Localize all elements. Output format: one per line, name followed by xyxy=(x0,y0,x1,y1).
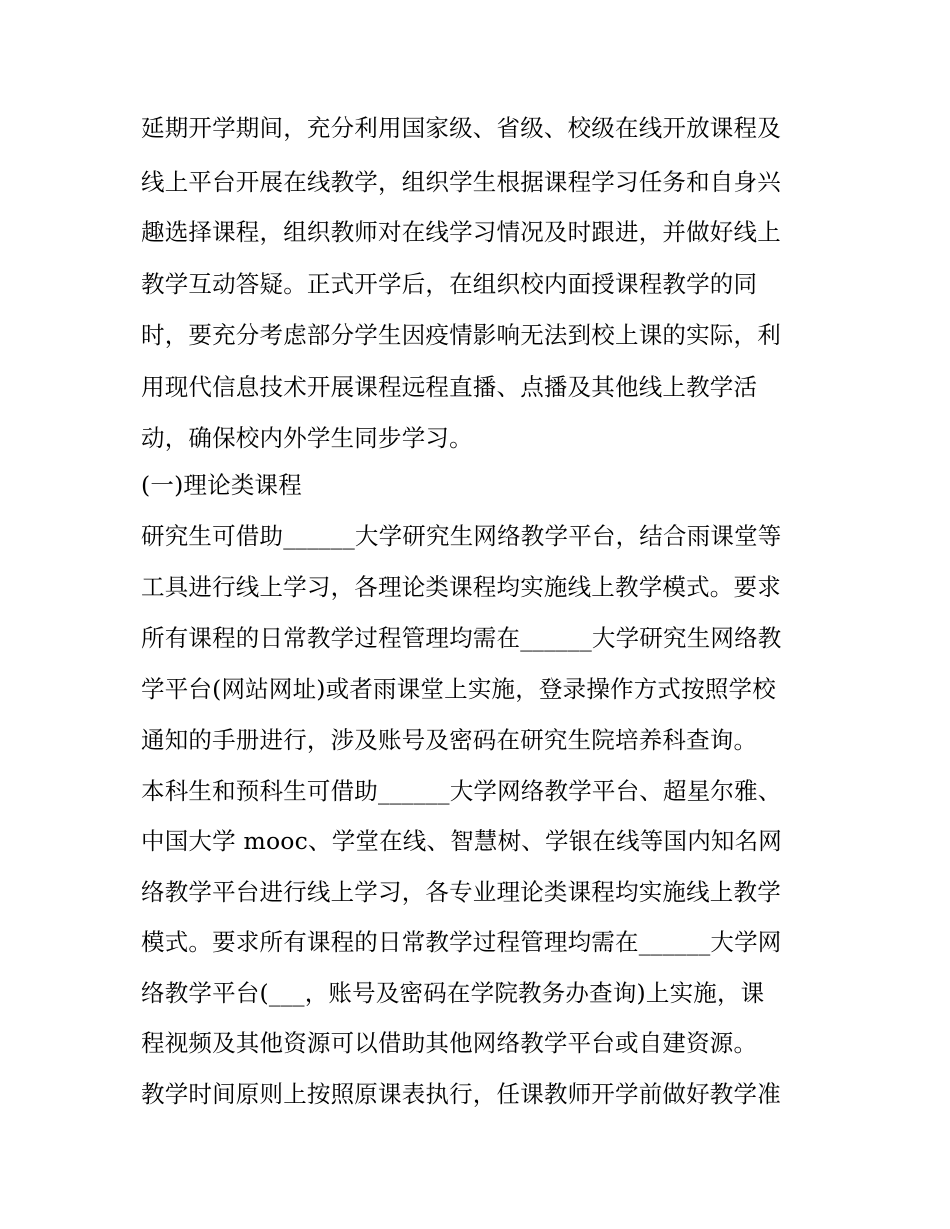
text-line: 本科生和预科生可借助______大学网络教学平台、超星尔雅、 xyxy=(141,777,782,805)
text-line: 趣选择课程，组织教师对在线学习情况及时跟进，并做好线上 xyxy=(141,218,781,246)
text-line: 工具进行线上学习，各理论类课程均实施线上教学模式。要求 xyxy=(141,573,781,601)
text-line: 动，确保校内外学生同步学习。 xyxy=(141,424,473,452)
text-line: 教学时间原则上按照原课表执行，任课教师开学前做好教学准 xyxy=(141,1080,781,1108)
text-line: 延期开学期间，充分利用国家级、省级、校级在线开放课程及 xyxy=(141,114,781,142)
text-line: 程视频及其他资源可以借助其他网络教学平台或自建资源。 xyxy=(141,1029,758,1057)
text-line: 时，要充分考虑部分学生因疫情影响无法到校上课的实际，利 xyxy=(141,321,781,349)
text-line: 研究生可借助______大学研究生网络教学平台，结合雨课堂等 xyxy=(141,522,782,550)
text-line: 用现代信息技术开展课程远程直播、点播及其他线上教学活 xyxy=(141,373,758,401)
text-line: 线上平台开展在线教学，组织学生根据课程学习任务和自身兴 xyxy=(141,168,781,196)
section-heading: (一)理论类课程 xyxy=(141,471,302,499)
text-line: 络教学平台进行线上学习，各专业理论类课程均实施线上教学 xyxy=(141,878,781,906)
text-line: 学平台(网站网址)或者雨课堂上实施，登录操作方式按照学校 xyxy=(141,675,776,703)
text-line: 络教学平台(___，账号及密码在学院教务办查询)上实施，课 xyxy=(141,979,765,1007)
text-line: 模式。要求所有课程的日常教学过程管理均需在______大学网 xyxy=(141,928,782,956)
text-line: 通知的手册进行，涉及账号及密码在研究生院培养科查询。 xyxy=(141,726,758,754)
text-line: 所有课程的日常教学过程管理均需在______大学研究生网络教 xyxy=(141,624,782,652)
text-line: 教学互动答疑。正式开学后，在组织校内面授课程教学的同 xyxy=(141,270,758,298)
text-line: 中国大学 mooc、学堂在线、智慧树、学银在线等国内知名网 xyxy=(141,827,783,855)
